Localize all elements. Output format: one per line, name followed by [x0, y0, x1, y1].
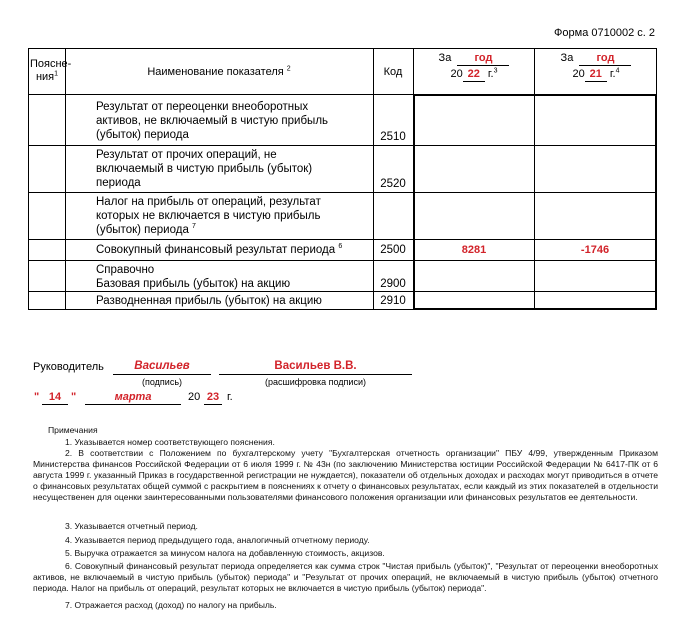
row-divider: [28, 94, 657, 95]
decoding-value: Васильев В.В.: [274, 360, 357, 372]
note-6: 6. Совокупный финансовый результат периода определяется как сумма строк "Чистая прибыль (убыток)", "Результат от переоценки внеоборотных активов, не включаемый в чистую прибыль (убыток) периода" и "Результат от прочих операций, не включаемый в чистую прибыль (убыток) отчетного периода. Налог на прибыль от операций, результат которых не включается в чистую прибыль (убыток) периода".: [33, 561, 658, 593]
row-tax-name: Налог на прибыль от операций, результат которых не включается в чистую прибыль (убыток) периода $^7$: [96, 196, 321, 236]
signature-value: Васильев: [134, 360, 190, 372]
note-5: 5. Выручка отражается за минусом налога на добавленную стоимость, акцизов.: [65, 548, 385, 558]
note-1: 1. Указывается номер соответствующего пояснения.: [65, 437, 275, 447]
date-quote-open: ": [34, 391, 40, 403]
date-year-prefix: 20: [188, 391, 201, 403]
row-divider: [28, 260, 657, 261]
notes-title: Примечания: [48, 425, 98, 435]
row-2500-value-previous: -1746: [580, 244, 610, 256]
row-divider: [28, 145, 657, 146]
row-divider: [28, 192, 657, 193]
date-year: 23: [206, 391, 220, 403]
row-2510-name: Результат от переоценки внеоборотных активов, не включаемый в чистую прибыль (убыток) периода: [96, 101, 329, 141]
row-2900-name: Справочно Базовая прибыль (убыток) на акцию: [96, 264, 291, 290]
row-2900-code: 2900: [380, 278, 406, 290]
row-2910-code: 2910: [380, 295, 406, 307]
note-3: 3. Указывается отчетный период.: [65, 521, 198, 531]
row-2500-name: Совокупный финансовый результат периода $^6$: [96, 243, 343, 256]
form-code: Форма 0710002 с. 2: [554, 27, 655, 39]
date-quote-close: ": [71, 391, 77, 403]
decoding-caption: (расшифровка подписи): [265, 377, 366, 387]
note-7: 7. Отражается расход (доход) по налогу на прибыль.: [65, 600, 277, 610]
note-2: 2. В соответствии с Положением по бухгалтерскому учету "Бухгалтерская отчетность организации" ПБУ 4/99, утвержденным Приказом Министерства финансов Российской Федерации от 6 июля 1999 г. № 43н (по заключению Министерства юстиции Российской Федерации № 6417-ПК от 6 августа 1999 г. указанный Приказ в государственной регистрации не нуждается), показатели об отдельных доходах и расходах могут приводиться в отчете о финансовых результатах общей суммой с раскрытием в пояснениях к отчету о финансовых результатах, если каждый из этих показателей в отдельности несущественен для оценки заинтересованными пользователями финансового положения организации или финансовых результатов ее деятельности.: [33, 448, 658, 502]
header-col2: За год 20 21 г.$^4$: [535, 52, 657, 82]
date-day: 14: [48, 391, 62, 403]
row-2510-code: 2510: [380, 131, 406, 143]
note-4: 4. Указывается период предыдущего года, аналогичный отчетному периоду.: [65, 535, 370, 545]
row-2910-name: Разводненная прибыль (убыток) на акцию: [96, 295, 322, 307]
header-col1: За год 20 22 г.$^3$: [414, 52, 534, 82]
row-2520-name: Результат от прочих операций, не включаемый в чистую прибыль (убыток) периода: [96, 149, 313, 189]
date-month: марта: [114, 391, 152, 403]
row-2520-code: 2520: [380, 178, 406, 190]
head-label: Руководитель: [33, 361, 104, 373]
report-table: [28, 48, 657, 310]
signature-caption: (подпись): [141, 377, 183, 387]
values-bold-box: [413, 94, 657, 310]
col-divider: [65, 48, 66, 310]
row-divider: [28, 291, 657, 292]
row-2500-code: 2500: [380, 244, 406, 256]
date-year-suffix: г.: [227, 391, 233, 403]
row-2500-value-current: 8281: [461, 244, 487, 256]
header-indicator: Наименование показателя $^2$: [147, 65, 291, 78]
row-divider: [28, 239, 657, 240]
header-explanations: Поясне- ния$^1$: [30, 58, 72, 83]
header-code: Код: [383, 66, 403, 78]
